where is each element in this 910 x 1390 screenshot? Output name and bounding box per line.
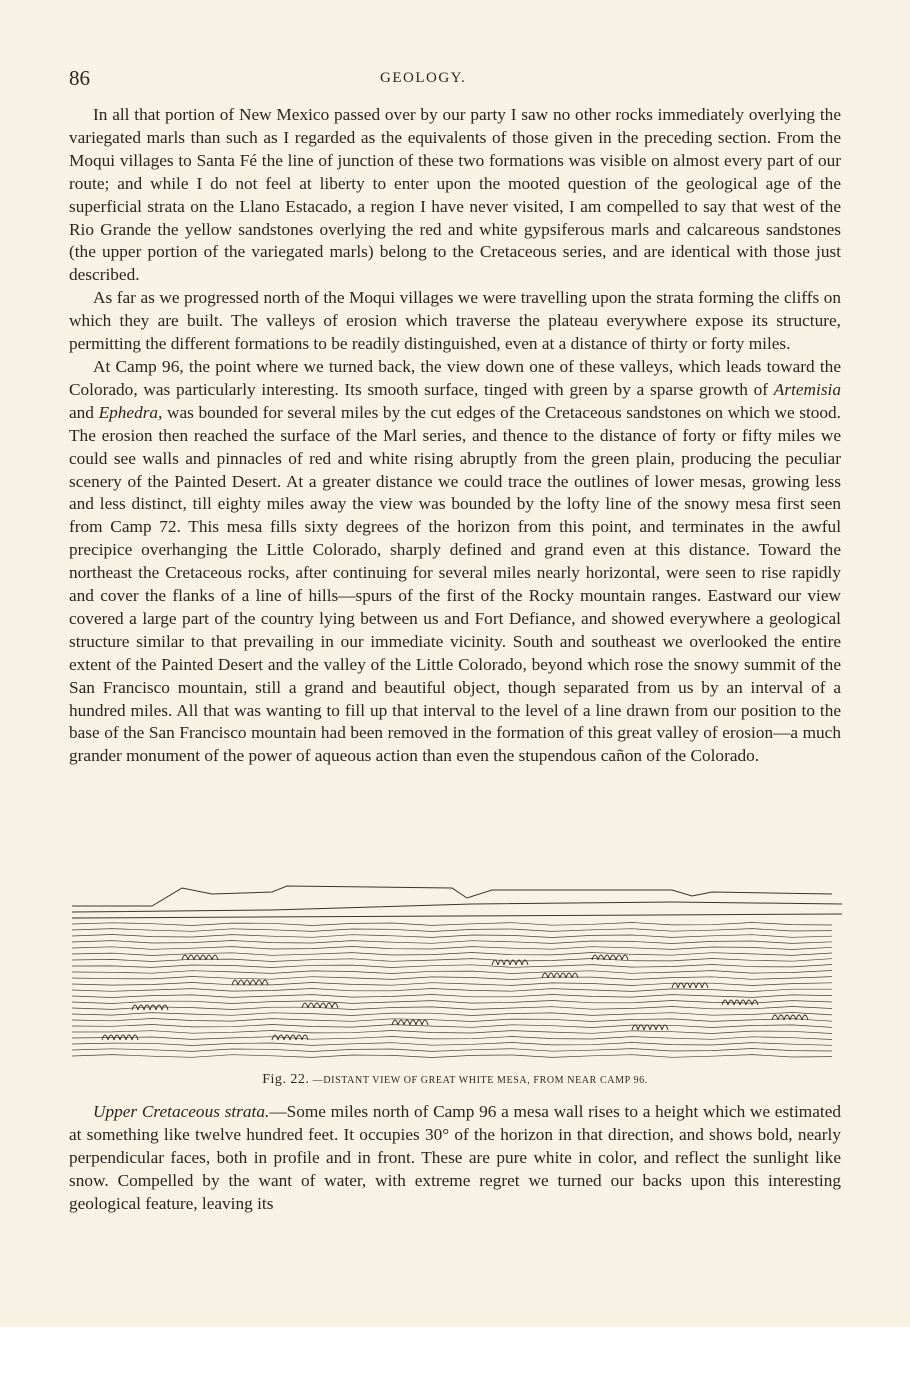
text-run: In all that portion of New Mexico passed over by our party I saw no other rocks immediately overlying the variegated marls than such as I regarded as the equivalents of those given in the preceding section. From the Moqui villages to Santa Fé the line of junction of these two formations was visible on almost every part of our route; and while I do not feel at liberty to enter upon the mooted question of the geological age of the superficial strata on the Llano Estacado, a region I have never visited, I am compelled to say that west of the Rio Grande the yellow sandstones overlying the red and white gypsiferous marls and calcareous sandstones (the upper portion of the variegated marls) belong to the Cretaceous series, and are identical with those just described. <box>69 105 841 285</box>
text-run: As far as we progressed north of the Moqui villages we were travelling upon the strata forming the cliffs on which they are built. The valleys of erosion which traverse the plateau everywhere expose its structure, permitting the different formations to be readily distinguished, even at a distance of thirty or forty miles. <box>69 288 841 354</box>
hatch-line <box>72 947 832 950</box>
hatch-line <box>72 995 832 998</box>
hatch-line <box>72 989 832 992</box>
hatch-line <box>72 1049 832 1052</box>
hatch-line <box>72 1001 832 1004</box>
text-run: and <box>69 402 99 422</box>
hatch-line <box>72 977 832 980</box>
body-text <box>69 104 841 768</box>
hatch-line <box>72 1025 832 1028</box>
italic-text: Ephedra <box>98 402 159 422</box>
running-head: GEOLOGY. <box>380 70 467 86</box>
hatch-line <box>72 923 832 926</box>
scrub-brush <box>542 973 578 978</box>
hatch-line <box>72 1019 832 1022</box>
paragraph <box>69 1101 841 1216</box>
hatch-line <box>72 935 832 938</box>
scrub-brush <box>392 1020 428 1025</box>
text-run: At Camp 96, the point where we turned back, the view down one of these valleys, which leads toward the Colorado, was particularly interesting. Its smooth surface, tinged with green by a sparse growth of <box>69 356 841 399</box>
figure-engraving <box>72 882 842 1064</box>
body-text-continued <box>69 1101 841 1216</box>
hatch-line <box>72 983 832 986</box>
landscape-illustration <box>72 882 842 1064</box>
hatch-line <box>72 941 832 944</box>
hatch-line <box>72 1007 832 1010</box>
scrub-brush <box>722 1000 758 1005</box>
scrub-brush <box>182 955 218 960</box>
scrub-brush <box>132 1005 168 1010</box>
hatch-line <box>72 1037 832 1040</box>
hatch-line <box>72 929 832 932</box>
hatch-line <box>72 1013 832 1016</box>
scrub-brush <box>772 1015 808 1020</box>
paragraph <box>69 356 841 768</box>
page-bottom-margin <box>0 1327 910 1390</box>
paragraph <box>69 287 841 356</box>
hatch-line <box>72 1055 832 1058</box>
text-run: , was bounded for several miles by the cut edges of the Cretaceous sandstones on which we stood. The erosion then reached the surface of the Marl series, and thence to the distance of forty or fifty miles we could see walls and pinnacles of red and white rising abruptly from the green plain, producing the peculiar scenery of the Painted Desert. At a greater distance we could trace the outlines of lower mesas, growing less and less distinct, till eighty miles away the view was bounded by the lofty line of the snowy mesa first seen from Camp 72. This mesa fills sixty degrees of the horizon from this point, and terminates in the awful precipice overhanging the Little Colorado, sharply defined and grand even at this distance. Toward the northeast the Cretaceous rocks, after continuing for several miles nearly horizontal, were seen to rise rapidly and cover the flanks of a line of hills—spurs of the first of the Rocky mountain ranges. Eastward our view covered a large part of the country lying between us and Fort Defiance, and showed everywhere a geological structure similar to that prevailing in our immediate vicinity. South and southeast we overlooked the entire extent of the Painted Desert and the valley of the Little Colorado, beyond which rose the snowy summit of the San Francisco mountain, still a grand and beautiful object, though separated from us by an interval of a hundred miles. All that was wanting to fill up that interval to the level of a line drawn from our position to the base of the San Francisco mountain had been removed in the formation of this great valley of erosion—a much grander monument of the power of aqueous action than even the stupendous cañon of the Colorado. <box>69 402 841 766</box>
scrub-brush <box>592 955 628 960</box>
italic-text: Upper Cretaceous strata. <box>93 1102 270 1121</box>
figure-label: Fig. 22. <box>262 1072 310 1087</box>
scrub-brush <box>632 1025 668 1030</box>
italic-text: Artemisia <box>773 379 841 399</box>
hatch-line <box>72 965 832 968</box>
hatch-line <box>72 1031 832 1034</box>
scrub-brush <box>302 1003 338 1008</box>
scrub-brush <box>672 983 708 988</box>
paragraph <box>69 104 841 287</box>
figure-caption <box>69 1072 841 1088</box>
hatch-line <box>72 959 832 962</box>
figure-title: —DISTANT VIEW OF GREAT WHITE MESA, FROM NEAR CAMP 96. <box>312 1075 648 1086</box>
scrub-brush <box>232 980 268 985</box>
text-run: —Some miles north of Camp 96 a mesa wall rises to a height which we estimated at something like twelve hundred feet. It occupies 30° of the horizon in that direction, and shows bold, nearly perpendicular faces, both in profile and in front. These are pure white in color, and reflect the sunlight like snow. Compelled by the want of water, with extreme regret we turned our backs upon this interesting geological feature, leaving its <box>69 1102 842 1213</box>
page-number: 86 <box>69 66 90 90</box>
hatch-line <box>72 1043 832 1046</box>
hatch-line <box>72 971 832 974</box>
